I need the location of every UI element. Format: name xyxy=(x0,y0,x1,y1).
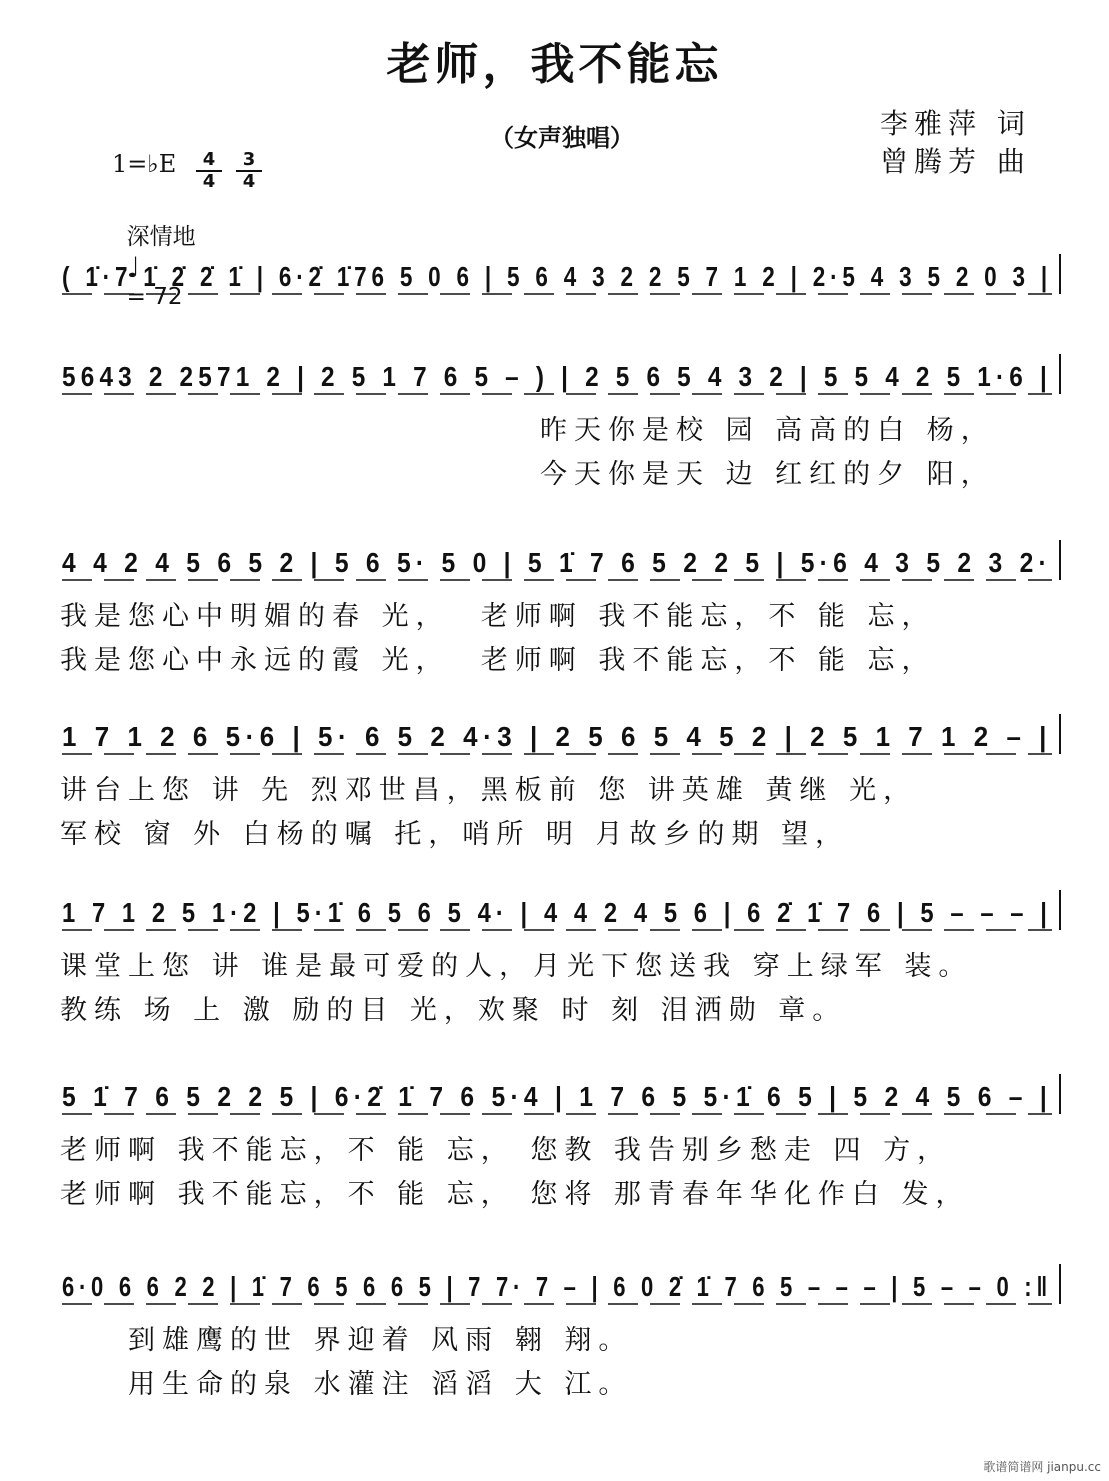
tempo-expression: 深情地 xyxy=(126,224,196,250)
lyric-line-verse-1: 昨天你是校 园 高高的白 杨， xyxy=(540,415,995,446)
lyric-line-verse-1: 到雄鹰的世 界迎着 风雨 翱 翔。 xyxy=(128,1325,633,1356)
lyric-line-verse-1: 老师啊 我不能忘，不 能 忘， 您教 我告别乡愁走 四 方， xyxy=(60,1135,952,1166)
jianpu-notes: 4 4 2 4 5 6 5 2 | 5 6 5· 5 0 | 5 1̇ 7 6 5 2 2 5 | 5·6 4 3 5 2 3 2· xyxy=(62,547,1052,578)
notation-staff xyxy=(0,1072,1109,1116)
score-row xyxy=(0,888,1109,932)
key-signature: 1=♭E xyxy=(112,150,177,178)
score-row xyxy=(0,252,1109,296)
score-row xyxy=(0,538,1109,582)
jianpu-notes: 5 1̇ 7 6 5 2 2 5 | 6·2̇ 1̇ 7 6 5·4 | 1 7 6 5 5·1̇ 6 5 | 5 2 4 5 6 – | xyxy=(62,1081,1052,1112)
time-signature-3-4: 3 4 xyxy=(236,150,262,192)
composer-credit: 曾腾芳 曲 xyxy=(880,145,1031,178)
lyric-line-verse-2: 教练 场 上 激 励的目 光，欢聚 时 刻 泪洒勋 章。 xyxy=(60,995,847,1026)
time-signature-4-4: 4 4 xyxy=(196,150,222,192)
lyric-line-verse-2: 我是您心中永远的霞 光， 老师啊 我不能忘，不 能 忘， xyxy=(60,645,936,676)
score-row xyxy=(0,712,1109,756)
jianpu-notes: ( 1̇·7 1̇ 2̇ 2̇ 1̇ | 6·2̇ 1̇76 5 0 6 | 5 6 4 3 2 2 5 7 1 2 | 2·5 4 3 5 2 0 3 | xyxy=(62,261,1052,292)
score-row xyxy=(0,1072,1109,1116)
notation-staff xyxy=(0,252,1109,296)
jianpu-notes: 5643 2 2571 2 | 2 5 1 7 6 5 – ) | 2 5 6 5 4 3 2 | 5 5 4 2 5 1·6 | xyxy=(62,361,1052,392)
notation-staff xyxy=(0,888,1109,932)
score-row xyxy=(0,1262,1109,1306)
song-title: 老师，我不能忘 xyxy=(386,39,723,90)
lyric-line-verse-2: 军校 窗 外 白杨的嘱 托，哨所 明 月故乡的期 望， xyxy=(60,819,850,850)
lyric-line-verse-2: 老师啊 我不能忘，不 能 忘， 您将 那青春年华化作白 发， xyxy=(60,1179,970,1210)
lyricist-credit: 李雅萍 词 xyxy=(880,107,1031,140)
notation-staff xyxy=(0,538,1109,582)
jianpu-notes: 1 7 1 2 5 1·2 | 5·1̇ 6 5 6 5 4· | 4 4 2 4 5 6 | 6 2̇ 1̇ 7 6 | 5 – – – | xyxy=(62,897,1052,928)
performance-note: （女声独唱） xyxy=(490,124,634,152)
jianpu-notes: 6·0 6 6 2 2 | 1̇ 7 6 5 6 6 5 | 7 7· 7 – | 6 0 2̇ 1̇ 7 6 5 – – – | 5 – – 0 :‖ xyxy=(62,1271,1052,1302)
notation-staff xyxy=(0,1262,1109,1306)
score-row xyxy=(0,352,1109,396)
jianpu-notes: 1 7 1 2 6 5·6 | 5· 6 5 2 4·3 | 2 5 6 5 4 5 2 | 2 5 1 7 1 2 – | xyxy=(62,721,1052,752)
lyric-line-verse-1: 我是您心中明媚的春 光， 老师啊 我不能忘，不 能 忘， xyxy=(60,601,936,632)
lyric-line-verse-1: 课堂上您 讲 谁是最可爱的人，月光下您送我 穿上绿军 装。 xyxy=(60,951,973,982)
notation-staff xyxy=(0,352,1109,396)
lyric-line-verse-1: 讲台上您 讲 先 烈邓世昌，黑板前 您 讲英雄 黄继 光， xyxy=(60,775,918,806)
lyric-line-verse-2: 今天你是天 边 红红的夕 阳， xyxy=(540,459,995,490)
quarter-note-icon: ♩ xyxy=(126,251,140,284)
tempo-bpm: = 72 xyxy=(126,284,183,310)
watermark: 歌谱简谱网 jianpu.cc xyxy=(983,1460,1101,1474)
lyric-line-verse-2: 用生命的泉 水灌注 滔滔 大 江。 xyxy=(128,1369,633,1400)
notation-staff xyxy=(0,712,1109,756)
